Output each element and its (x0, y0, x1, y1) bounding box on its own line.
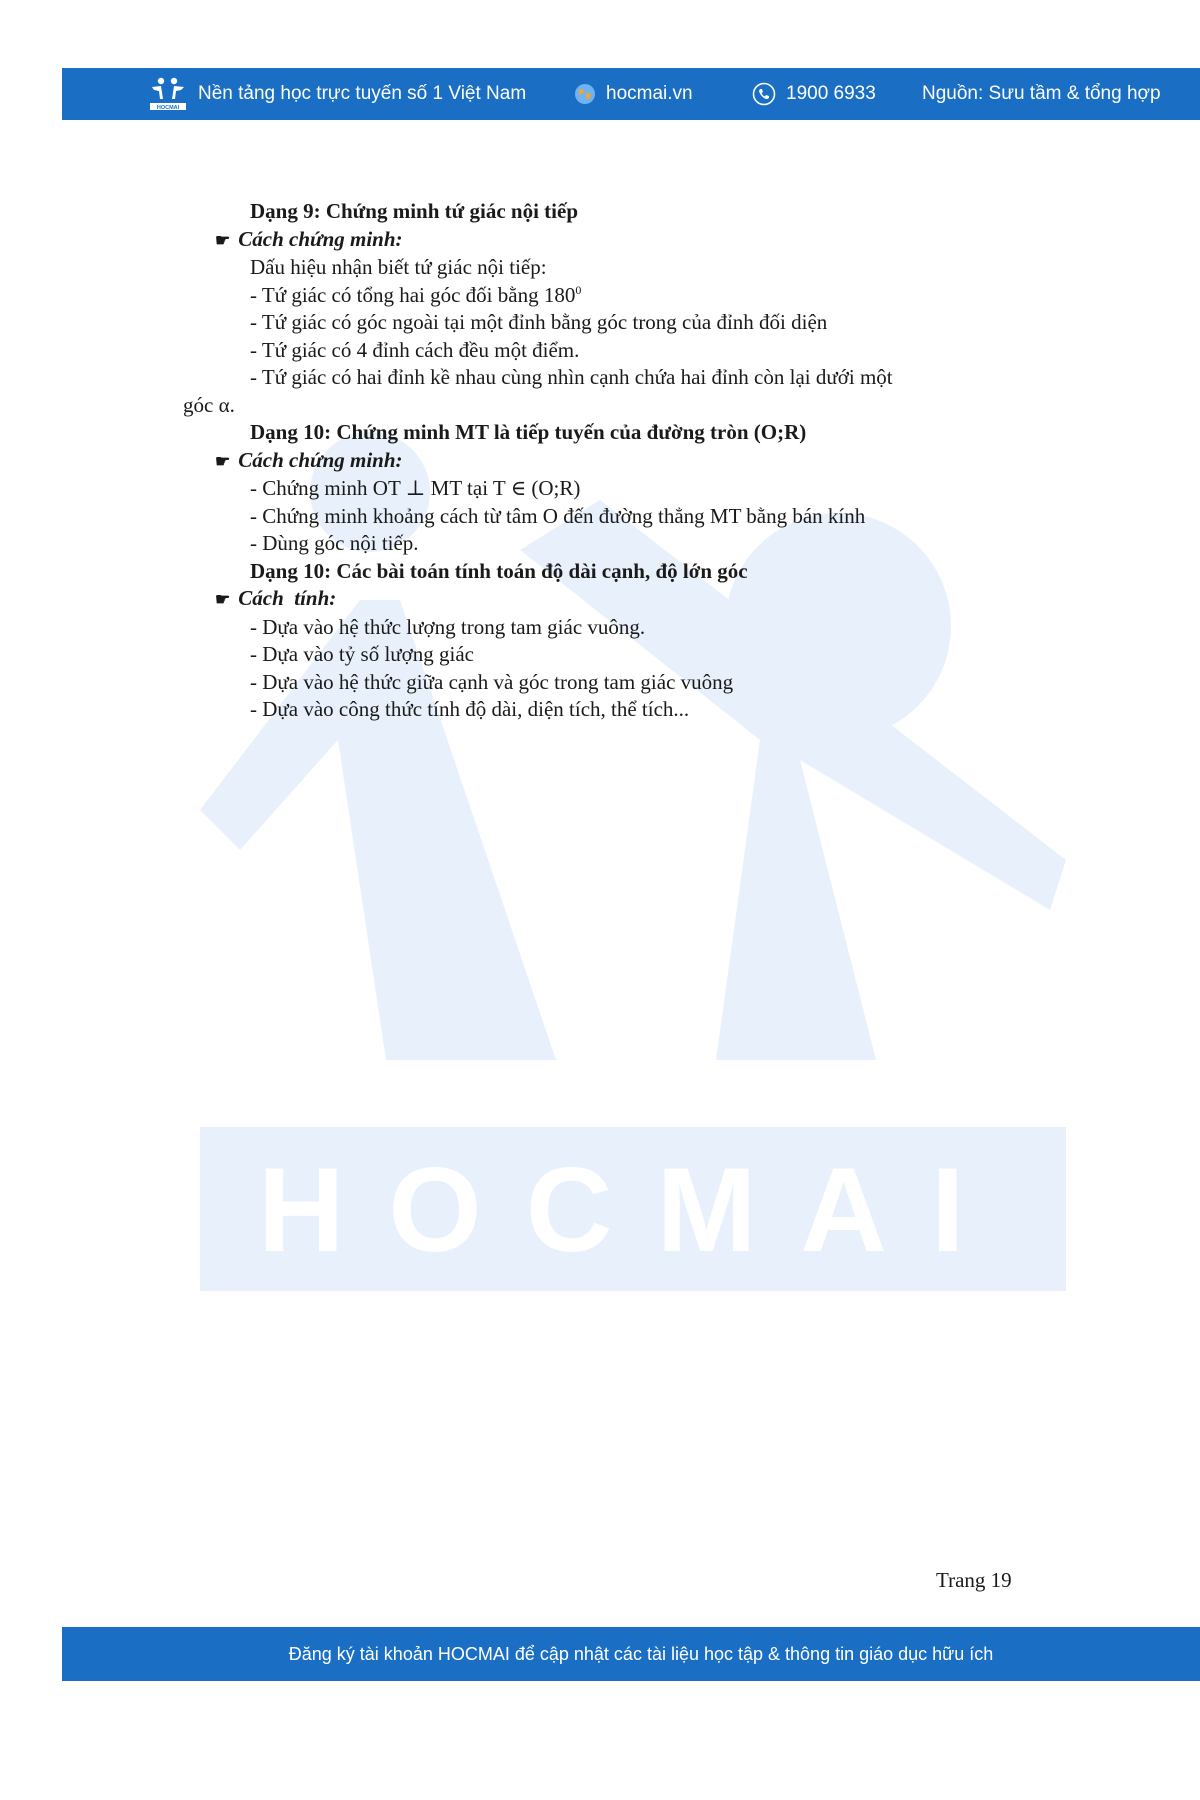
header-source: Nguồn: Sưu tầm & tổng hợp (922, 83, 1161, 104)
pointing-hand-icon: ☛ (215, 590, 231, 609)
section9-item1-text: - Tứ giác có tổng hai góc đối bằng 180 (250, 282, 576, 307)
section9-item1 (0, 282, 1200, 310)
section10a-item2: - Chứng minh khoảng cách từ tâm O đến đường thẳng MT bằng bán kính (250, 503, 866, 528)
section9-item2: - Tứ giác có góc ngoài tại một đỉnh bằng góc trong của đỉnh đối diện (250, 310, 828, 334)
section10a-method-label: Cách chứng minh: (238, 447, 403, 472)
section10a-method (0, 447, 1200, 476)
section10a-title: Dạng 10: Chứng minh MT là tiếp tuyến của đường tròn (O;R) (250, 420, 807, 444)
section9-item4-continued: góc α. (183, 392, 235, 417)
section9-method (0, 226, 1200, 255)
watermark-text: HOCMAI (257, 1143, 1009, 1277)
section9-intro: Dấu hiệu nhận biết tứ giác nội tiếp: (250, 255, 547, 279)
section9-method-label: Cách chứng minh: (238, 226, 403, 251)
section10b-item2: - Dựa vào tỷ số lượng giác (250, 642, 474, 666)
page-number: Trang 19 (936, 1568, 1012, 1592)
hocmai-logo-icon (148, 75, 188, 113)
globe-icon (574, 83, 596, 105)
pointing-hand-icon: ☛ (215, 451, 231, 471)
footer-text[interactable]: Đăng ký tài khoản HOCMAI để cập nhật các tài liệu học tập & thông tin giáo dục hữu ích (288, 1643, 994, 1664)
phone-icon (752, 82, 776, 106)
section9-item4: - Tứ giác có hai đỉnh kề nhau cùng nhìn cạnh chứa hai đỉnh còn lại dưới một (250, 365, 893, 389)
header-website: hocmai.vn (606, 83, 693, 104)
section9-item3: - Tứ giác có 4 đỉnh cách đều một điểm. (250, 337, 580, 362)
section10a-item1: - Chứng minh OT ⊥ MT tại T ∈ (O;R) (250, 476, 581, 500)
section10b-title: Dạng 10: Các bài toán tính toán độ dài cạnh, độ lớn góc (250, 558, 748, 583)
pointing-hand-icon: ☛ (215, 230, 231, 250)
section10b-item4: - Dựa vào công thức tính độ dài, diện tích, thể tích... (250, 697, 690, 721)
section10b-item3: - Dựa vào hệ thức giữa cạnh và góc trong tam giác vuông (250, 669, 734, 694)
header-phone: 1900 6933 (786, 83, 876, 104)
header-bar (62, 68, 1200, 120)
footer-bar (62, 1627, 1200, 1681)
header-website-link[interactable] (574, 68, 693, 120)
section10b-method-label: Cách tính: (238, 586, 337, 610)
header-phone-link[interactable] (752, 68, 876, 120)
section10b-method (0, 585, 1200, 614)
header-slogan: Nền tảng học trực tuyến số 1 Việt Nam (198, 83, 527, 104)
section10b-item1: - Dựa vào hệ thức lượng trong tam giác vuông. (250, 614, 646, 639)
document-body (0, 198, 1200, 724)
degree-superscript: 0 (575, 282, 582, 297)
section10a-item3: - Dùng góc nội tiếp. (250, 531, 419, 555)
svg-text:HOCMAI: HOCMAI (156, 105, 180, 111)
header-logo[interactable] (148, 68, 526, 120)
section9-title: Dạng 9: Chứng minh tứ giác nội tiếp (250, 199, 578, 223)
